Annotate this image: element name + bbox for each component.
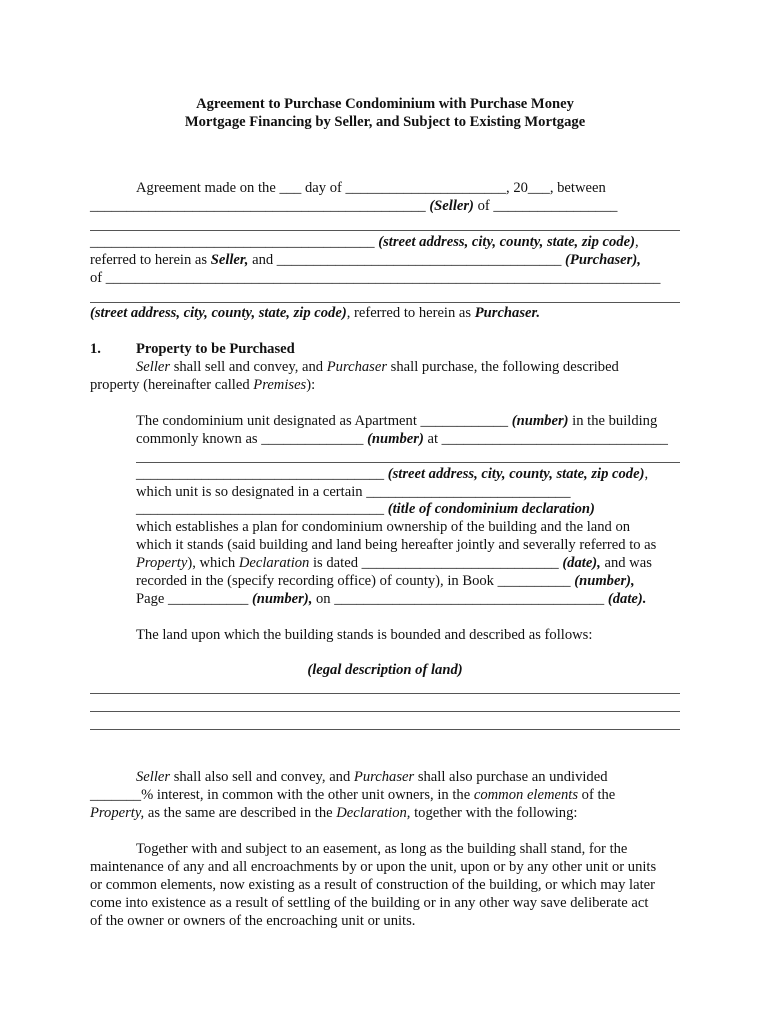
premises-term: Premises bbox=[253, 377, 307, 393]
interest-line bbox=[90, 786, 615, 804]
blank-rule bbox=[136, 462, 680, 463]
legal-description-label: (legal description of land) bbox=[307, 662, 463, 678]
address-blank: _______________________________________ bbox=[90, 234, 375, 250]
easement-line: come into existence as a result of settling of the building or in any other way save deliberate act bbox=[90, 895, 649, 911]
referred-line bbox=[90, 251, 641, 269]
purchaser-term: Purchaser bbox=[353, 769, 415, 785]
easement-line: maintenance of any and all encroachments by or upon the unit, upon or by any other unit or units bbox=[90, 859, 657, 875]
referred-and: and _______________________________________ bbox=[248, 252, 562, 268]
blank-rule bbox=[90, 711, 680, 712]
purchaser-term: Purchaser bbox=[326, 359, 388, 375]
interest-text: shall also sell and convey, and bbox=[170, 769, 354, 785]
number-label: (number) bbox=[511, 413, 569, 429]
paragraph-text: ): bbox=[306, 377, 316, 393]
easement-line: or common elements, now existing as a result of construction of the building, or which may later bbox=[90, 877, 655, 893]
number-label: (number), bbox=[574, 573, 635, 589]
seller-address-line bbox=[90, 233, 639, 251]
referred-text: referred to herein as bbox=[90, 252, 211, 268]
number-label: (number) bbox=[367, 431, 424, 447]
unit-text: at _______________________________ bbox=[423, 431, 668, 447]
address-comma: , bbox=[644, 466, 649, 482]
common-elements-term: common elements bbox=[473, 787, 578, 803]
unit-line: which establishes a plan for condominium ownership of the building and the land on bbox=[136, 519, 631, 535]
referred-seller: Seller, bbox=[210, 252, 249, 268]
seller-label: (Seller) bbox=[429, 198, 474, 214]
address-comma: , bbox=[634, 234, 639, 250]
seller-line bbox=[90, 197, 617, 215]
purchaser-ref-name: Purchaser. bbox=[474, 305, 541, 321]
unit-text: is dated ___________________________ bbox=[309, 555, 563, 571]
address-label: (street address, city, county, state, zip code) bbox=[387, 466, 645, 482]
easement-line: Together with and subject to an easement, as long as the building shall stand, for the bbox=[136, 841, 628, 857]
unit-text: recorded in the (specify recording office) of county), in Book __________ bbox=[136, 573, 575, 589]
purchaser-label: (Purchaser), bbox=[565, 252, 641, 268]
of-purchaser-line: of ____________________________________________________________________________ bbox=[90, 270, 661, 286]
unit-text: on _____________________________________ bbox=[312, 591, 608, 607]
seller-term: Seller bbox=[136, 769, 171, 785]
blank-rule bbox=[90, 302, 680, 303]
interest-line bbox=[90, 804, 577, 822]
declaration-blank: __________________________________ bbox=[136, 501, 385, 517]
declaration-term: Declaration bbox=[238, 555, 310, 571]
number-label: (number), bbox=[251, 591, 313, 607]
unit-line: which it stands (said building and land being hereafter jointly and severally referred to as bbox=[136, 537, 657, 553]
purchaser-address-line bbox=[90, 304, 540, 322]
unit-address-line bbox=[136, 465, 648, 483]
easement-line: of the owner or owners of the encroaching unit or units. bbox=[90, 913, 416, 929]
of-label: of bbox=[477, 198, 490, 214]
land-intro-line: The land upon which the building stands is bounded and described as follows: bbox=[136, 627, 593, 643]
unit-line bbox=[136, 430, 668, 448]
address-label: (street address, city, county, state, zip code) bbox=[378, 234, 635, 250]
section-paragraph-line bbox=[90, 376, 315, 394]
declaration-title-line bbox=[136, 500, 595, 518]
unit-text: and was bbox=[600, 555, 652, 571]
property-term: Property, bbox=[90, 805, 145, 821]
paragraph-text: property (hereinafter called bbox=[90, 377, 254, 393]
title-line-2: Mortgage Financing by Seller, and Subject to Existing Mortgage bbox=[184, 114, 586, 130]
property-term: Property bbox=[136, 555, 188, 571]
unit-text: The condominium unit designated as Apartment ____________ bbox=[136, 413, 512, 429]
declaration-title-label: (title of condominium declaration) bbox=[387, 501, 595, 517]
unit-text: ), which bbox=[187, 555, 239, 571]
date-label: (date), bbox=[562, 555, 601, 571]
interest-text: of the bbox=[578, 787, 616, 803]
blank-rule bbox=[90, 230, 680, 231]
interest-text: as the same are described in the bbox=[144, 805, 337, 821]
section-paragraph-line bbox=[136, 358, 619, 376]
interest-line bbox=[136, 768, 608, 786]
paragraph-text: shall purchase, the following described bbox=[387, 359, 619, 375]
unit-line bbox=[136, 412, 657, 430]
purchaser-ref-text: , referred to herein as bbox=[346, 305, 475, 321]
date-label: (date). bbox=[607, 591, 647, 607]
unit-text: Page ___________ bbox=[136, 591, 252, 607]
unit-line: which unit is so designated in a certain ____________________________ bbox=[136, 484, 571, 500]
unit-text: in the building bbox=[568, 413, 658, 429]
blank-rule bbox=[90, 729, 680, 730]
unit-line bbox=[136, 590, 646, 608]
declaration-term: Declaration, bbox=[336, 805, 411, 821]
seller-name-blank: ______________________________________________ bbox=[90, 198, 426, 214]
seller-term: Seller bbox=[136, 359, 171, 375]
interest-text: shall also purchase an undivided bbox=[414, 769, 608, 785]
section-heading: Property to be Purchased bbox=[136, 341, 295, 357]
blank-rule bbox=[90, 693, 680, 694]
section-number: 1. bbox=[90, 341, 101, 357]
unit-text: commonly known as ______________ bbox=[136, 431, 368, 447]
address-blank: __________________________________ bbox=[136, 466, 385, 482]
interest-text: _______% interest, in common with the other unit owners, in the bbox=[90, 787, 474, 803]
purchaser-address-label: (street address, city, county, state, zip code) bbox=[90, 305, 347, 321]
title-line-1: Agreement to Purchase Condominium with Purchase Money bbox=[196, 96, 574, 112]
interest-text: together with the following: bbox=[410, 805, 578, 821]
agreement-date-line: Agreement made on the ___ day of ______________________, 20___, between bbox=[136, 180, 606, 196]
unit-line bbox=[136, 554, 652, 572]
unit-line bbox=[136, 572, 635, 590]
paragraph-text: shall sell and convey, and bbox=[170, 359, 327, 375]
of-blank: _________________ bbox=[493, 198, 618, 214]
